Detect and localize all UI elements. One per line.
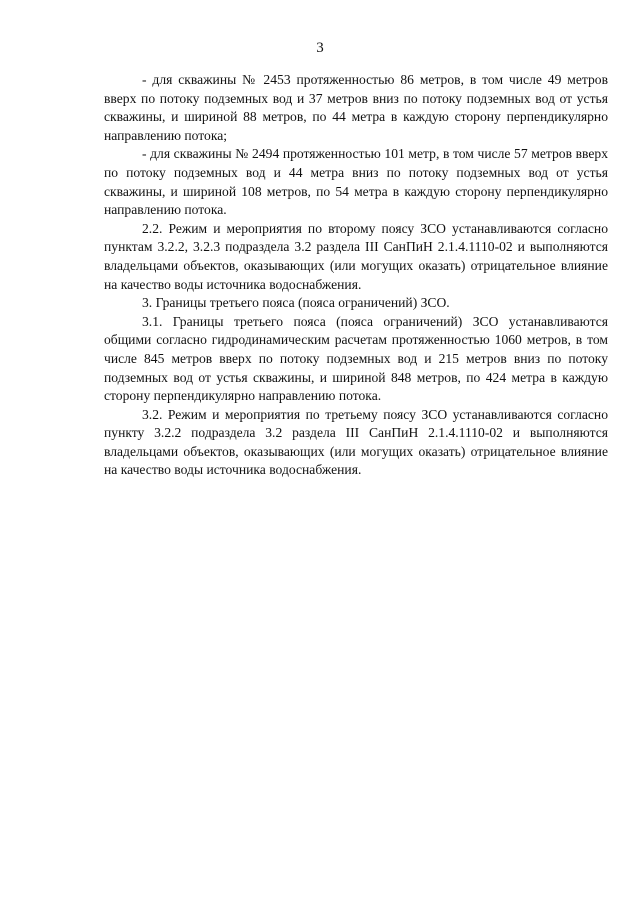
paragraph-well-2453: - для скважины № 2453 протяженностью 86 метров, в том числе 49 метров вверх по потоку подземных вод и 37 метров вниз по потоку подземных вод от устья скважины, и шириной 88 метров, по 44 метра в каждую сторону перпендикулярно направлению потока; <box>104 72 608 143</box>
paragraph-3-2-third-zone-regime: 3.2. Режим и мероприятия по третьему поясу ЗСО устанавливаются согласно пункту 3.2.2 подраздела 3.2 раздела III СанПиН 2.1.4.1110-02 и выполняются владельцами объектов, оказывающих (или могущих оказать) отрицательное влияние на качество воды источника водоснабжения. <box>104 406 608 478</box>
page-number: 3 <box>316 40 324 56</box>
heading-3-third-zone-boundaries: 3. Границы третьего пояса (пояса ограничений) ЗСО. <box>142 295 450 311</box>
paragraph-well-2494: - для скважины № 2494 протяженностью 101 метр, в том числе 57 метров вверх по потоку подземных вод и 44 метра вниз по потоку подземных вод от устья скважины, и шириной 108 метров, по 54 метра в каждую сторону перпендикулярно направлению потока. <box>104 146 608 218</box>
document-body <box>104 71 608 480</box>
paragraph-2-2-second-zone-regime: 2.2. Режим и мероприятия по второму поясу ЗСО устанавливаются согласно пунктам 3.2.2, 3.2.3 подраздела 3.2 раздела III СанПиН 2.1.4.1110-02 и выполняются владельцами объектов, оказывающих (или могущих оказать) отрицательное влияние на качество воды источника водоснабжения. <box>104 220 608 292</box>
paragraph-3-1-third-zone-boundaries: 3.1. Границы третьего пояса (пояса ограничений) ЗСО устанавливаются общими согласно гидродинамическим расчетам протяженностью 1060 метров, в том числе 845 метров вверх по потоку подземных вод и 215 метров вниз по потоку подземных вод от устья скважины, и шириной 848 метров, по 424 метра в каждую сторону перпендикулярно направлению потока. <box>104 313 608 404</box>
